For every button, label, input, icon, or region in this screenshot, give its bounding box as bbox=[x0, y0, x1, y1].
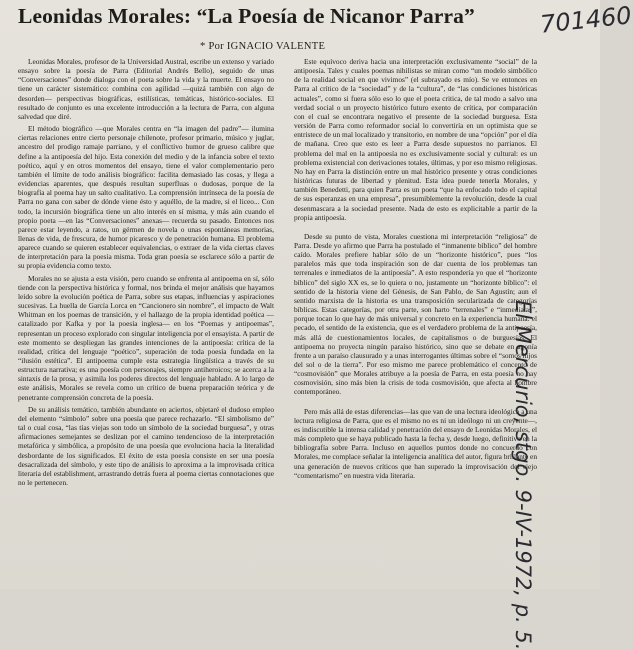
paragraph: Este equívoco deriva hacia una interpretación exclusivamente “social” de la antipoesía. Tales y cuales poemas nihilistas se miran como “un modelo simbólico de la realidad social en que vivimos” (el subrayado es mío). Se ve entonces en Parra al crítico de la “sociedad” y de la “cultura”, de “las condiciones históricas actuales”, como si fuera sólo eso lo que el poeta critica, de tal modo a salvo una verdad social o un proyecto histórico futuro exento de crítica, por comparación con el cual se encontrara negativo el presente de la sociedad burguesa. Esta versión de Parra como reformador social lo convertiría en un optimista que se entristece de un mal localizado y transitorio, en nombre de una “opción” por el día de mañana. Creo que esto es leer a Parra desde supuestos no parrianos. El problema del mal en la antipoesía no es exclusivamente social y cultural: es un problema existencial con derivaciones totales, últimas, y por eso mismo religiosas. No hay en Parra la distinción entre un mal histórico presente y otras condiciones históricas futuras de libertad y plenitud. Esta idea puede tenerla Morales, y también Benedetti, para quien Parra es un poeta “que ha enfocado todo el capital de sus esperanzas en una empresa”, presumiblemente la revolución, desde la cual desenmascara a la sociedad presente. Nada de esto es explicitable a partir de la propia antipoesía. bbox=[294, 57, 537, 222]
handwritten-archive-number: 701460 bbox=[538, 1, 633, 39]
paragraph: Desde su punto de vista, Morales cuestiona mi interpretación “religiosa” de Parra. Desde yo afirmo que Parra ha postulado el “inmanente bíblico” del hombre caído. Morales prefiere hablar sólo de un “horizonte histórico”, pues “los paralelos más que toda inspiración son de dar cuenta de los problemas tan terrenales e inmediatos de la antipoesía”. A esto respondería yo que el “horizonte bíblico” del siglo XX es, se lo quiera o no, justamente un “horizonte bíblico”: el sentido de la historia viene del Génesis, de San Pablo, de San Agustín; aun el sentido marxista de la historia es una transposición secularizada de categorías bíblicas. Estas categorías, por otra parte, son harto “terrenales” e “inmediatas”, porque tocan lo que hay de más universal y concreto en la experiencia humana: el pecado, el sentido de la existencia, que es el verdadero problema de la antipoesía, más allá de cuestionamientos locales, de capitalismos o de burguesías. El antipoema no proyecta ningún paraíso histórico, sino que se debate en agonía frente a un paraíso clausurado y a unas interrogantes últimas sobre el “somos hijos del sol o de la tierra”. Por eso mismo me parece problemático el concepto de “cosmovisión” que Morales atribuye a la poesía de Parra, en esta poesía no hay cosmovisión, sino más bien la crisis de toda cosmovisión, que afecta al hombre contemporáneo. bbox=[294, 231, 537, 397]
handwritten-source-note: El Mercurio, stgo. 9-IV-1972, p. 5. bbox=[511, 300, 535, 650]
left-column bbox=[18, 57, 274, 585]
paragraph: Morales no se ajusta a esta visión, pero cuando se enfrenta al antipoema en sí, sólo tiende con la perspectiva histórica y formal, nos brinda el mejor análisis que hayamos leído sobre la evolución poética de Parra, sobre sus etapas, influencias y aspiraciones sucesivas. La huella de García Lorca en “Cancionero sin nombre”, el impacto de Walt Whitman en los poemas de transición, y el hallazgo de la propia identidad poética —catalizado por Kafka y por la poesía inglesa— en los “Poemas y antipoemas”, representan un proceso explorado con singular inteligencia por el ensayista. A partir de este momento se despliegan las grandes intenciones de la antipoesía: crítica de la realidad, crítica del lenguaje “poético”, superación de toda poesía fundada en la “ilusión estética”. El antipoema cumple esta estrategia lingüística a través de su estructura narrativa; es una poesía con personajes, siempre antiheroicos; se acerca a la sintaxis de la prosa, y asimila los poderes directos del lenguaje hablado. A lo largo de este análisis, Morales se revela como un crítico de buena preparación teórica y de penetrante comprensión concreta de la poesía. bbox=[18, 273, 274, 402]
paragraph: Leonidas Morales, profesor de la Universidad Austral, escribe un extenso y variado ensayo sobre la poesía de Parra (Editorial Andrés Bello), seguido de unas “Conversaciones” donde dialoga con el poeta sobre la vida y la muerte. El ensayo no tiene un carácter sistemático: combina con agilidad —quizá también con algo de desorden— perspectivas biográficas, estilísticas, temáticas, histórico-sociales. El resultado de conjunto es una excelente introducción a la lectura de Parra, con alguna salvedad que diré. bbox=[18, 57, 274, 121]
paragraph: De su análisis temático, también abundante en aciertos, objetaré el dudoso empleo del elemento “símbolo” sobre una poesía que parece rechazarlo. “El simbolismo de” tal o cual cosa, “las tías viejas son todo un símbolo de la sociedad burguesa”, y otras afirmaciones semejantes se deslizan por el camino tendencioso de la interpretación metafórica y simbólica, a propósito de una poesía que evoluciona hacia la literalidad desbordante de los significados. El éxito de esta poesía consiste en ser una poesía desacralizada del símbolo, y este tipo de análisis lo aproxima a la improvisada crítica literaria del establishment, arrastrando detrás fuera al poema ciertas connotaciones que no le pertenecen. bbox=[18, 404, 274, 488]
paragraph: El método biográfico —que Morales centra en “la imagen del padre”— ilumina ciertas relaciones entre cierto personaje chilenote, profesor primario, músico y juglar, ancestro del prodigo ramaje parriano, y el conflictivo humor de grueso calibre que define a la antipoesía del hijo. Esta conexión del medio y de la infancia sobre el texto poético, aquí y en otros momentos del ensayo, tiene el valor complementario pero también el límite de todo análisis biográfico: facilita demasiado las cosas, y llega a evidencias aparentes, que después resultan superfluas o dudosas, porque de la biografía al poema hay un salto cualitativo. La comprensión intrínseca de la poesía de Parra no gana con saber de dónde viene ésto y aquéllo, de la madre, si el liceo... Con todo, la incursión biográfica tiene un alto interés en sí misma, y más aún cuando el propio poeta —en las “Conversaciones” anexas— recuerda su pasado. Entonces nos parece estar leyendo, a ratos, un gérmen de novela o unas espontáneas memorias, llenas de vida, de frescura, de humor picaresco y de penetración humana. El problema aparece cuando se quieren establecer equivalencias, o extraer de la vida ciertas claves de interpretación para la poesía misma. Toda gran poesía se esclarece sólo a partir de su propia evidencia como texto. bbox=[18, 124, 274, 271]
article-byline: * Por IGNACIO VALENTE bbox=[200, 41, 326, 52]
article-title: Leonidas Morales: “La Poesía de Nicanor Parra” bbox=[18, 4, 475, 28]
paragraph: Pero más allá de estas diferencias—las que van de una lectura ideológica a una lectura religiosa de Parra, que es el mismo no es ni un ideólogo ni un creyente—, es indiscutible la intensa calidad y penetración del ensayo de Leonidas Morales, el más completo que se haya publicado hasta la fecha y, desde luego, definitivo en la bibliografía sobre Parra. Incluso en aquellos puntos donde no concuerdo con Morales, me complace señalar la inteligencia analítica del autor, figura brillante en una generación de nuevos críticos que han superado la improvisación del viejo “comentarismo” en nuestra vida literaria. bbox=[294, 406, 537, 480]
right-column bbox=[294, 57, 537, 585]
